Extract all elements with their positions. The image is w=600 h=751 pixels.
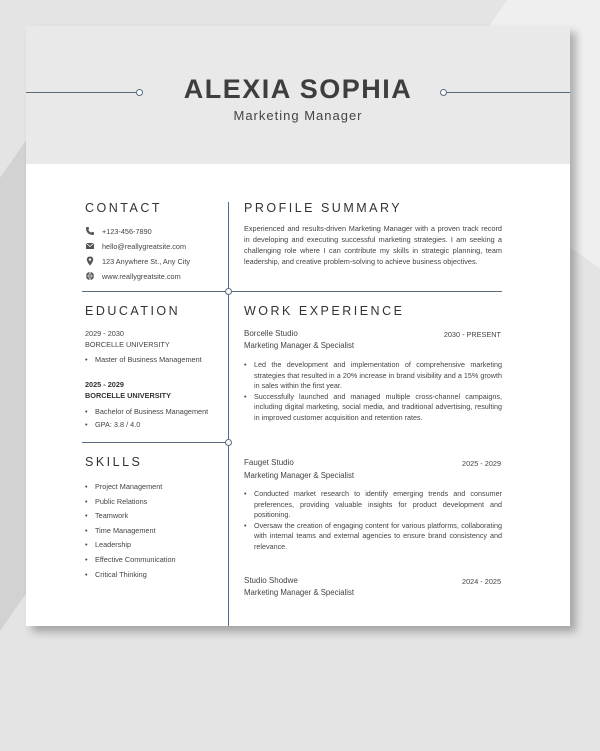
section-profile: PROFILE SUMMARY [244, 201, 403, 215]
globe-icon [85, 271, 95, 281]
divider-dot-2 [225, 439, 232, 446]
section-contact: CONTACT [85, 201, 162, 215]
contact-address: 123 Anywhere St., Any City [102, 257, 191, 266]
phone-icon [85, 226, 95, 236]
edu-2-years: 2025 - 2029 [85, 380, 124, 389]
job-bullet: • Conducted market research to identify emerging trends and consumer preferences, providing valuable insights for product development and positioning. [244, 489, 502, 521]
skill-item: • Time Management [85, 524, 176, 539]
section-skills: SKILLS [85, 455, 143, 469]
job-1-company: Borcelle Studio [244, 329, 298, 338]
edu-2-detail: • GPA: 3.8 / 4.0 [85, 419, 208, 432]
resume-header [26, 26, 570, 164]
section-education: EDUCATION [85, 304, 181, 318]
job-2-bullets [244, 489, 502, 552]
edu-1-details [85, 354, 202, 365]
job-1-role: Marketing Manager & Specialist [244, 341, 355, 350]
skill-item: • Leadership [85, 538, 176, 553]
job-3-company: Studio Shodwe [244, 576, 298, 585]
job-bullet: • Led the development and implementation of comprehensive marketing strategies that resulted in a 20% increase in brand visibility and a 15% growth in sales within the first year. [244, 360, 502, 392]
divider-skills [82, 442, 228, 443]
email-icon [85, 241, 95, 251]
skill-item: • Effective Communication [85, 553, 176, 568]
edu-1-school: BORCELLE UNIVERSITY [85, 340, 170, 349]
edu-2-details [85, 406, 208, 431]
header-dot-left [136, 89, 143, 96]
contact-email: hello@reallygreatsite.com [102, 242, 187, 251]
skill-item: • Teamwork [85, 509, 176, 524]
column-divider [228, 202, 229, 626]
job-3-dates: 2024 - 2025 [462, 577, 501, 586]
resume-page [26, 26, 570, 626]
job-2-dates: 2025 - 2029 [462, 459, 501, 468]
section-work: WORK EXPERIENCE [244, 304, 405, 318]
contact-phone: +123-456-7890 [102, 227, 152, 236]
skill-item: • Project Management [85, 480, 176, 495]
job-1-dates: 2030 - PRESENT [443, 330, 501, 339]
profile-text: Experienced and results-driven Marketing Manager with a proven track record in developing and executing successful marketing strategies. I am seeking a challenging role where I can contribute my skills in strategic planning, team leadership, and creative problem-solving to achieve business objectives. [244, 224, 502, 266]
edu-1-years: 2029 - 2030 [85, 329, 124, 338]
job-1-bullets [244, 360, 502, 423]
edu-2-school: BORCELLE UNIVERSITY [85, 391, 171, 400]
edu-2-detail: • Bachelor of Business Management [85, 406, 208, 419]
job-3-role: Marketing Manager & Specialist [244, 588, 355, 597]
candidate-name: ALEXIA SOPHIA [183, 74, 413, 104]
job-2-role: Marketing Manager & Specialist [244, 471, 355, 480]
job-bullet: • Oversaw the creation of engaging content for various platforms, collaborating with internal teams and external agencies to ensure brand consistency and relevance. [244, 521, 502, 553]
header-line-right [447, 92, 570, 93]
candidate-title: Marketing Manager [233, 108, 363, 123]
skill-item: • Public Relations [85, 495, 176, 510]
contact-website: www.reallygreatsite.com [102, 272, 181, 281]
job-2-company: Fauget Studio [244, 458, 294, 467]
skill-item: • Critical Thinking [85, 568, 176, 583]
divider-education [82, 291, 502, 292]
skills-list [85, 480, 176, 582]
divider-dot-1 [225, 288, 232, 295]
job-bullet: • Successfully launched and managed multiple cross-channel campaigns, including digital marketing, social media, and traditional advertising, resulting in improved customer acquisition and retention rates. [244, 392, 502, 424]
header-dot-right [440, 89, 447, 96]
header-line-left [26, 92, 137, 93]
edu-1-detail: • Master of Business Management [85, 354, 202, 365]
location-pin-icon [85, 256, 95, 266]
